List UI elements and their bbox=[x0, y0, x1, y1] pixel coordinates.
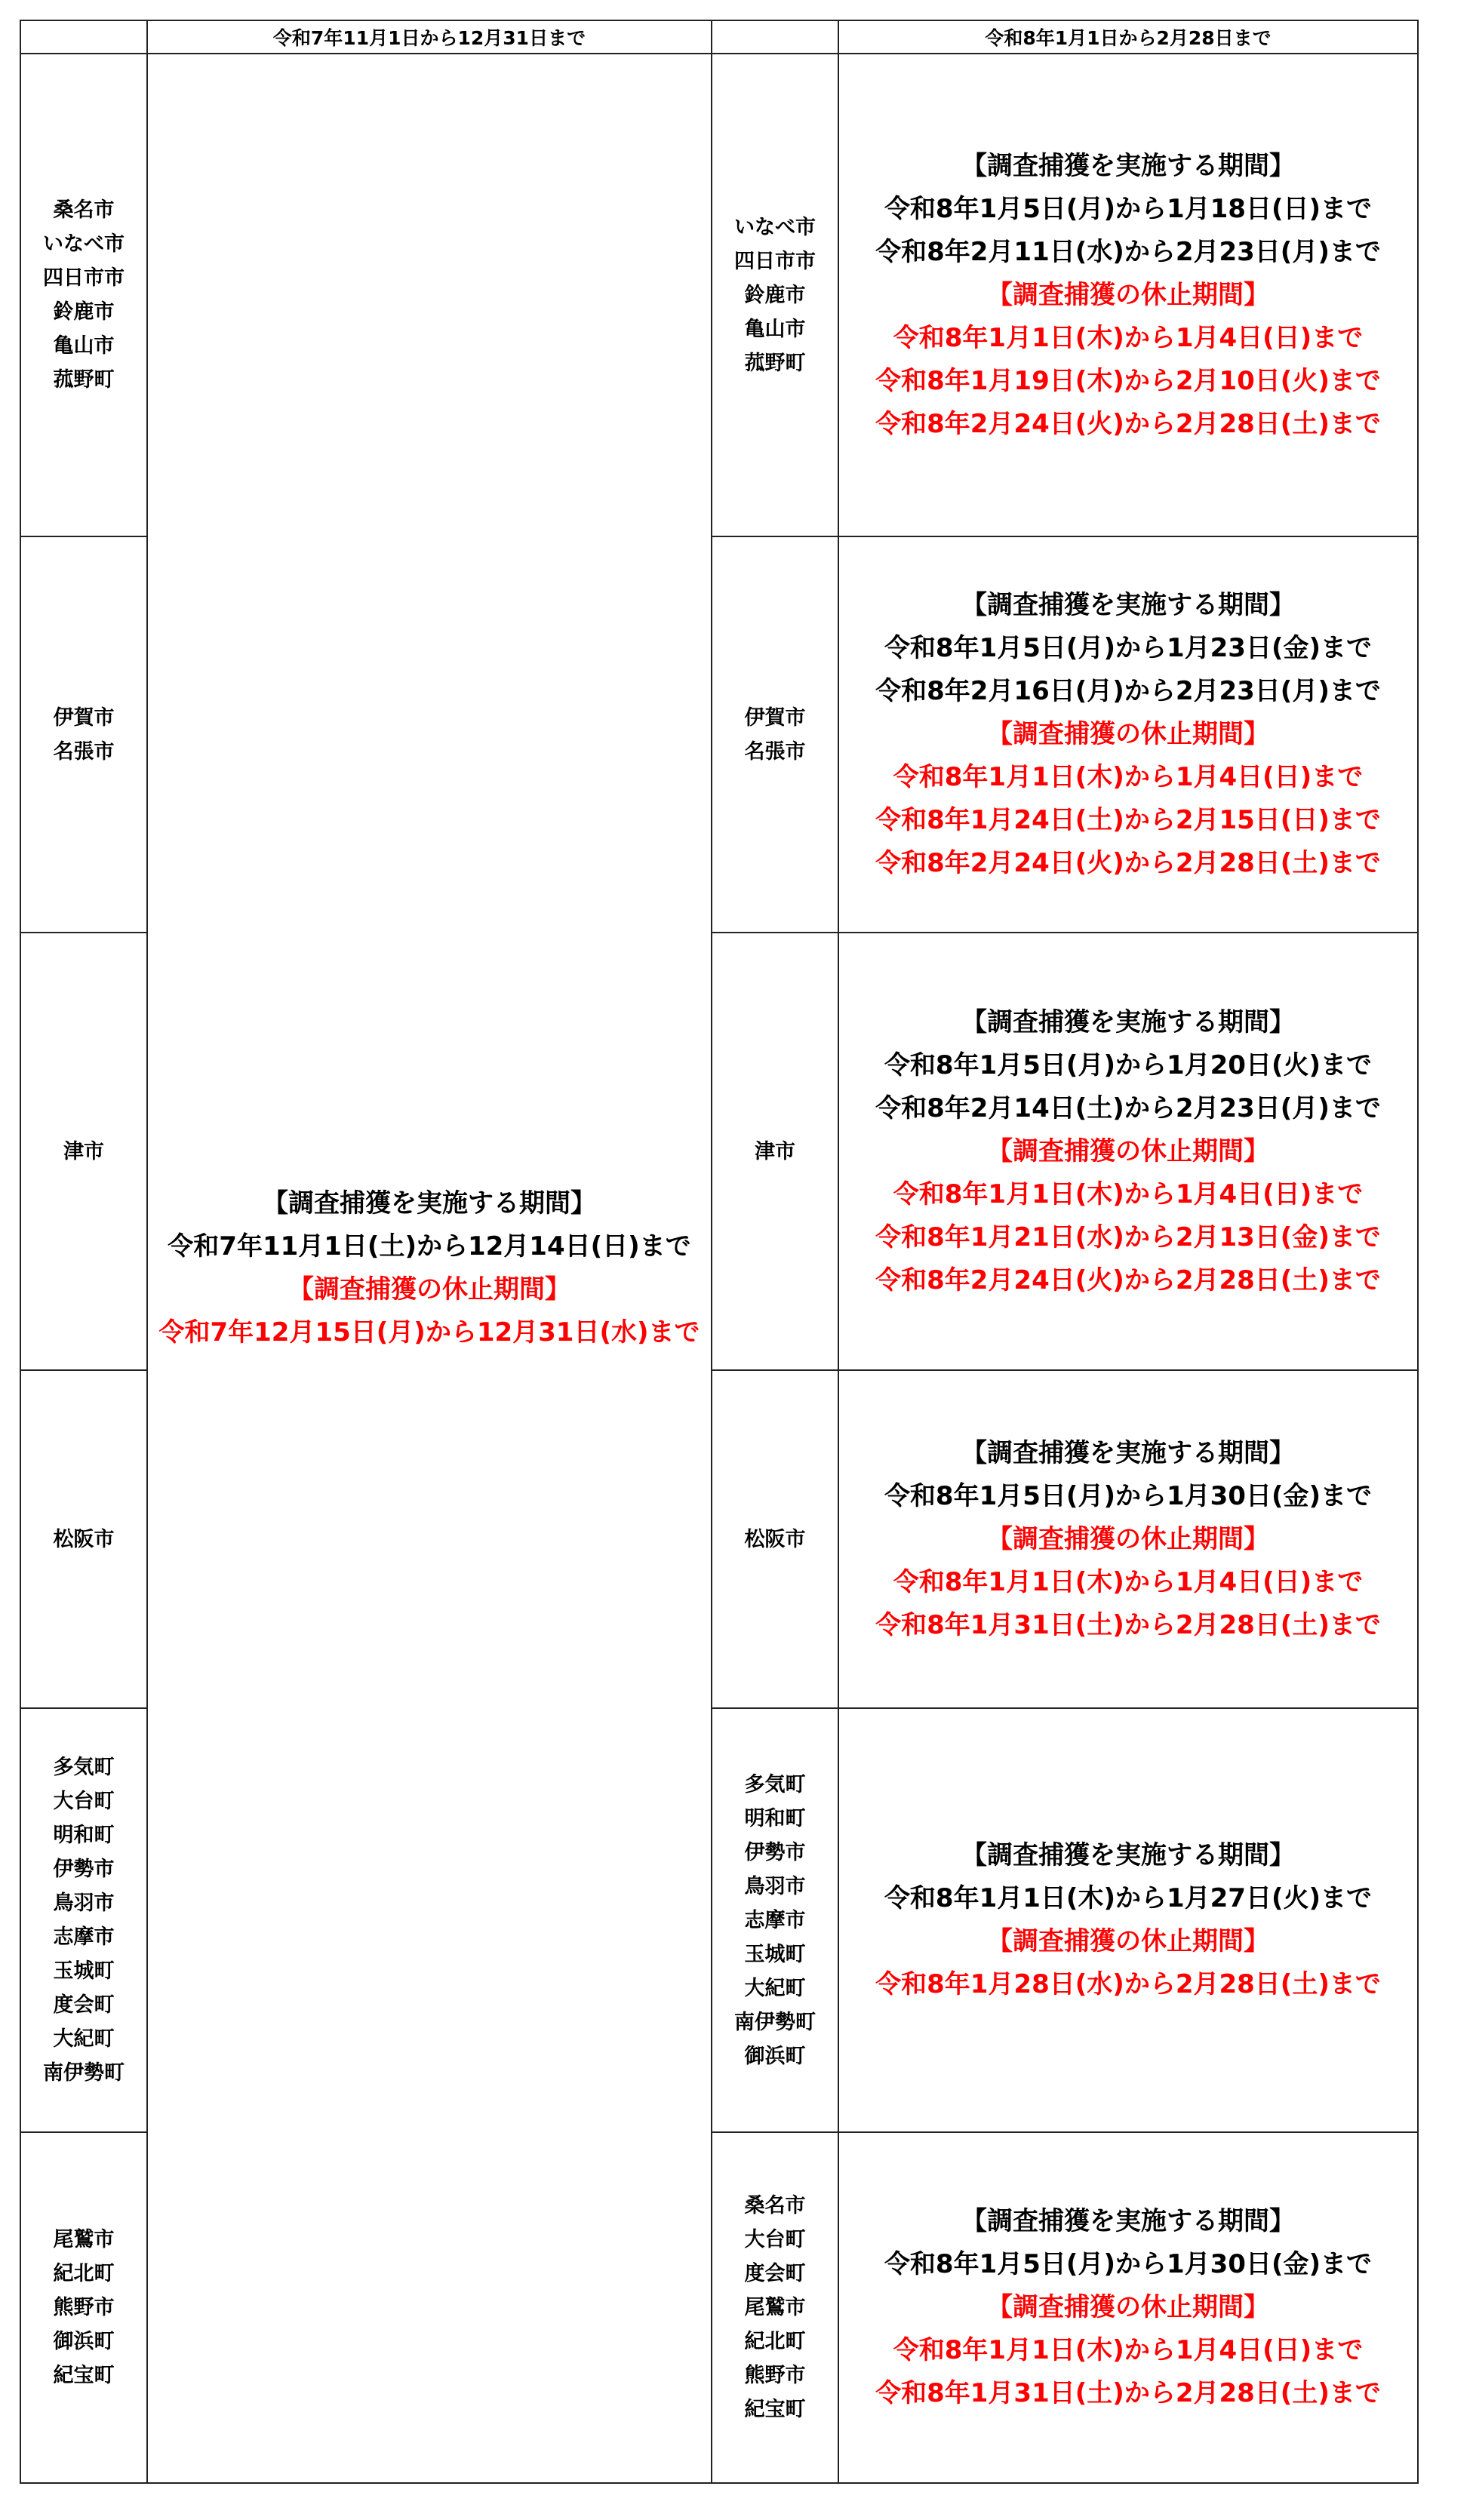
area-cell-p2 bbox=[712, 2132, 838, 2483]
area-name: 尾鷲市 bbox=[53, 2228, 115, 2251]
area-name: 熊野市 bbox=[744, 2364, 806, 2387]
period-line: 令和8年2月16日(月)から2月23日(月)まで bbox=[875, 676, 1381, 706]
area-name: 松阪市 bbox=[53, 1527, 115, 1551]
area-name: 亀山市 bbox=[744, 317, 806, 341]
header-blank-cell-2 bbox=[712, 20, 838, 54]
period-line: 令和8年2月24日(火)から2月28日(土)まで bbox=[875, 848, 1381, 878]
period-line: 令和8年1月1日(木)から1月4日(日)まで bbox=[893, 1179, 1364, 1209]
period-line: 【調査捕獲を実施する期間】 bbox=[961, 1840, 1295, 1870]
schedule-table bbox=[20, 20, 1419, 2484]
area-name: 桑名市 bbox=[744, 2194, 806, 2217]
period-line: 令和7年11月1日(土)から12月14日(日)まで bbox=[168, 1231, 691, 1262]
area-name: 明和町 bbox=[744, 1806, 806, 1830]
area-cell-p1 bbox=[20, 1370, 147, 1708]
period-line: 令和8年1月24日(土)から2月15日(日)まで bbox=[875, 805, 1381, 835]
area-name: 熊野市 bbox=[53, 2296, 115, 2319]
period-line: 【調査捕獲を実施する期間】 bbox=[961, 2206, 1295, 2236]
area-name: 四日市市 bbox=[43, 266, 125, 290]
area-name: 名張市 bbox=[53, 739, 115, 764]
table-row bbox=[20, 54, 1418, 536]
period-line: 【調査捕獲を実施する期間】 bbox=[961, 1006, 1295, 1037]
period-line: 令和8年1月31日(土)から2月28日(土)まで bbox=[875, 1609, 1381, 1640]
header-period1: 令和7年11月1日から12月31日まで bbox=[147, 20, 712, 54]
period-line: 令和8年2月24日(火)から2月28日(土)まで bbox=[875, 1265, 1381, 1295]
period-line: 令和8年1月1日(木)から1月4日(日)まで bbox=[893, 322, 1364, 353]
period2-cell bbox=[838, 1370, 1418, 1708]
period-line: 令和8年1月31日(土)から2月28日(土)まで bbox=[875, 2378, 1381, 2408]
area-name: いなべ市 bbox=[734, 215, 816, 239]
period-line: 令和8年1月5日(月)から1月23日(金)まで bbox=[884, 633, 1373, 663]
area-name: 玉城町 bbox=[744, 1942, 806, 1966]
period-line: 令和8年1月5日(月)から1月20日(火)まで bbox=[884, 1049, 1373, 1080]
area-name: 度会町 bbox=[53, 1993, 115, 2017]
area-cell-p1 bbox=[20, 54, 147, 536]
area-name: 明和町 bbox=[53, 1824, 115, 1847]
area-name: 玉城町 bbox=[53, 1959, 115, 1983]
header-row bbox=[20, 20, 1418, 54]
period-line: 【調査捕獲を実施する期間】 bbox=[961, 590, 1295, 620]
period-line: 令和8年2月24日(火)から2月28日(土)まで bbox=[875, 408, 1381, 439]
period-line: 【調査捕獲を実施する期間】 bbox=[961, 1437, 1295, 1468]
period2-cell bbox=[838, 536, 1418, 933]
period-line: 【調査捕獲の休止期間】 bbox=[987, 719, 1269, 749]
period-line: 令和8年2月11日(水)から2月23日(月)まで bbox=[875, 236, 1381, 267]
period-line: 令和8年1月19日(木)から2月10日(火)まで bbox=[875, 365, 1381, 396]
period-line: 令和8年1月5日(月)から1月30日(金)まで bbox=[884, 2249, 1373, 2279]
area-name: 菰野町 bbox=[53, 368, 115, 392]
area-name: 菰野町 bbox=[744, 351, 806, 375]
area-name: 大紀町 bbox=[744, 1976, 806, 2000]
area-cell-p1 bbox=[20, 2132, 147, 2483]
area-name: 尾鷲市 bbox=[744, 2296, 806, 2319]
area-name: 多気町 bbox=[744, 1772, 806, 1796]
area-name: 南伊勢町 bbox=[734, 2010, 816, 2034]
area-name: 津市 bbox=[63, 1139, 104, 1163]
area-name: 松阪市 bbox=[744, 1527, 806, 1551]
area-cell-p1 bbox=[20, 536, 147, 933]
period2-cell bbox=[838, 1708, 1418, 2132]
period-line: 【調査捕獲の休止期間】 bbox=[987, 2292, 1269, 2322]
period1-cell bbox=[147, 54, 712, 2483]
area-name: 多気町 bbox=[53, 1756, 115, 1779]
area-name: 志摩市 bbox=[53, 1925, 115, 1949]
area-cell-p1 bbox=[20, 1708, 147, 2132]
area-cell-p2 bbox=[712, 933, 838, 1370]
area-name: 大紀町 bbox=[53, 2027, 115, 2051]
period-line: 令和8年1月5日(月)から1月30日(金)まで bbox=[884, 1480, 1373, 1511]
area-name: 大台町 bbox=[53, 1790, 115, 1813]
period-line: 令和8年1月28日(水)から2月28日(土)まで bbox=[875, 1969, 1381, 1999]
area-name: 度会町 bbox=[744, 2262, 806, 2285]
area-name: 鈴鹿市 bbox=[744, 283, 806, 307]
area-name: 津市 bbox=[755, 1139, 795, 1163]
area-cell-p2 bbox=[712, 536, 838, 933]
period-line: 令和8年1月5日(月)から1月18日(日)まで bbox=[884, 193, 1373, 224]
area-cell-p2 bbox=[712, 54, 838, 536]
header-period2: 令和8年1月1日から2月28日まで bbox=[838, 20, 1418, 54]
period-line: 【調査捕獲の休止期間】 bbox=[987, 1926, 1269, 1956]
period-line: 令和8年1月1日(木)から1月4日(日)まで bbox=[893, 2335, 1364, 2365]
schedule-sheet bbox=[20, 20, 1417, 2484]
area-name: 名張市 bbox=[744, 739, 806, 764]
area-name: 大台町 bbox=[744, 2228, 806, 2251]
area-name: 紀北町 bbox=[53, 2262, 115, 2285]
period-line: 【調査捕獲の休止期間】 bbox=[288, 1274, 570, 1305]
area-name: 御浜町 bbox=[53, 2330, 115, 2353]
period-line: 【調査捕獲の休止期間】 bbox=[987, 1136, 1269, 1166]
area-name: 紀宝町 bbox=[744, 2398, 806, 2421]
area-cell-p2 bbox=[712, 1370, 838, 1708]
area-name: 亀山市 bbox=[53, 334, 115, 358]
area-name: 紀北町 bbox=[744, 2330, 806, 2353]
area-name: 四日市市 bbox=[734, 249, 816, 273]
period2-cell bbox=[838, 933, 1418, 1370]
area-cell-p1 bbox=[20, 933, 147, 1370]
area-name: 南伊勢町 bbox=[43, 2061, 125, 2085]
period-line: 【調査捕獲の休止期間】 bbox=[987, 279, 1269, 310]
period-line: 【調査捕獲を実施する期間】 bbox=[263, 1188, 596, 1219]
area-name: 鳥羽市 bbox=[744, 1874, 806, 1898]
area-name: 桑名市 bbox=[53, 198, 115, 222]
area-name: 伊賀市 bbox=[744, 705, 806, 730]
period2-cell bbox=[838, 54, 1418, 536]
area-name: 御浜町 bbox=[744, 2044, 806, 2068]
area-name: 志摩市 bbox=[744, 1908, 806, 1932]
area-name: 伊勢市 bbox=[744, 1840, 806, 1864]
area-cell-p2 bbox=[712, 1708, 838, 2132]
area-name: 鈴鹿市 bbox=[53, 300, 115, 324]
area-name: 鳥羽市 bbox=[53, 1892, 115, 1915]
area-name: 紀宝町 bbox=[53, 2364, 115, 2387]
period-line: 令和8年1月1日(木)から1月4日(日)まで bbox=[893, 1566, 1364, 1597]
period2-cell bbox=[838, 2132, 1418, 2483]
period-line: 令和8年2月14日(土)から2月23日(月)まで bbox=[875, 1093, 1381, 1123]
area-name: 伊賀市 bbox=[53, 705, 115, 730]
period-line: 令和7年12月15日(月)から12月31日(水)まで bbox=[158, 1317, 700, 1348]
period-line: 【調査捕獲を実施する期間】 bbox=[961, 150, 1295, 181]
period-line: 令和8年1月21日(水)から2月13日(金)まで bbox=[875, 1222, 1381, 1252]
period-line: 【調査捕獲の休止期間】 bbox=[987, 1523, 1269, 1554]
area-name: いなべ市 bbox=[43, 232, 125, 256]
area-name: 伊勢市 bbox=[53, 1858, 115, 1881]
header-blank-cell-1 bbox=[20, 20, 147, 54]
period-line: 令和8年1月1日(木)から1月4日(日)まで bbox=[893, 762, 1364, 792]
period-line: 令和8年1月1日(木)から1月27日(火)まで bbox=[884, 1883, 1373, 1913]
